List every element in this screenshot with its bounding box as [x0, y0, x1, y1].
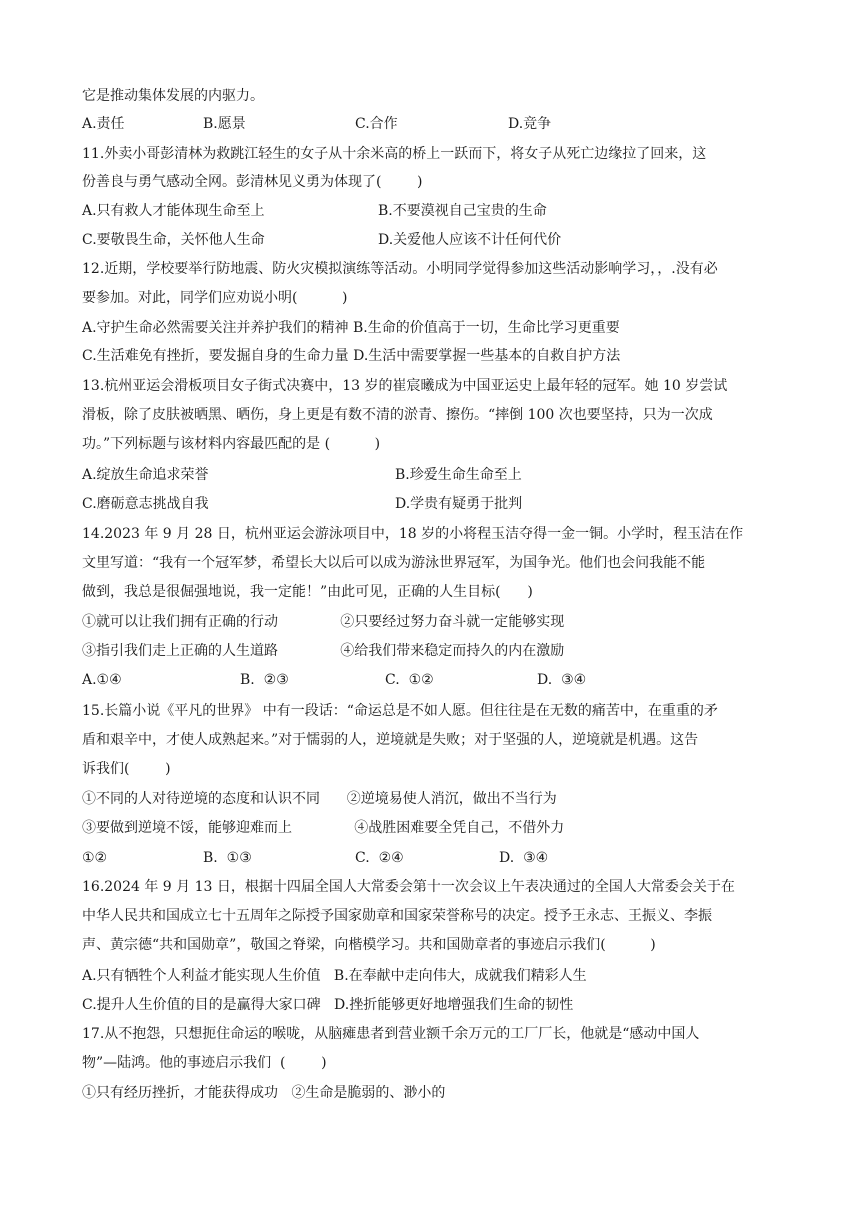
q13-option-d: D.学贵有疑勇于批判 — [395, 496, 523, 512]
question-10-stem-end: 它是推动集体发展的内驱力。 — [82, 88, 264, 104]
q10-option-a: A.责任 — [82, 116, 125, 132]
q11-option-b: B.不要漠视自己宝贵的生命 — [378, 203, 547, 219]
q11-option-d: D.关爱他人应该不计任何代价 — [378, 232, 562, 248]
question-16-stem-1: 16.2024 年 9 月 13 日，根据十四届全国人大常委会第十一次会议上午表决通过的全国人大常委会关于在 — [82, 879, 735, 895]
q10-option-d: D.竞争 — [508, 116, 552, 132]
question-15-stem-1: 15.长篇小说《平凡的世界》 中有一段话：“命运总是不如人愿。但往往是在无数的痛苦中，在重重的矛 — [82, 703, 718, 719]
question-14-stem-3: 做到，我总是很倔强地说，我一定能！”由此可见，正确的人生目标( ) — [82, 584, 533, 600]
question-15-stem-2: 盾和艰辛中，才使人成熟起来。”对于懦弱的人，逆境就是失败；对于坚强的人，逆境就是机遇。这告 — [82, 732, 699, 748]
q10-option-c: C.合作 — [355, 116, 398, 132]
q15-statements-34: ③要做到逆境不馁，能够迎难而上 ④战胜困难要全凭自己，不借外力 — [82, 820, 565, 836]
question-14-stem-1: 14.2023 年 9 月 28 日，杭州亚运会游泳项目中，18 岁的小将程玉洁夺得一金一铜。小学时，程玉洁在作 — [82, 526, 744, 542]
q11-option-a: A.只有救人才能体现生命至上 — [82, 203, 265, 219]
question-16-stem-3: 声、黄宗德“共和国勋章”，敬国之脊梁，向楷模学习。共和国勋章者的事迹启示我们( ) — [82, 937, 656, 953]
q13-option-c: C.磨砺意志挑战自我 — [82, 496, 209, 512]
question-11-stem-1: 11.外卖小哥彭清林为救跳江轻生的女子从十余米高的桥上一跃而下，将女子从死亡边缘拉了回来，这 — [82, 146, 707, 162]
q16-options-ab: A.只有牺牲个人利益才能实现人生价值 B.在奉献中走向伟大，成就我们精彩人生 — [82, 968, 587, 984]
question-13-stem-1: 13.杭州亚运会滑板项目女子街式决赛中，13 岁的崔宸曦成为中国亚运史上最年轻的冠军。她 10 岁尝试 — [82, 378, 728, 394]
question-12-stem-2: 要参加。对此，同学们应劝说小明( ) — [82, 290, 348, 306]
q15-option-d: D. ③④ — [499, 850, 549, 866]
q14-statements-34: ③指引我们走上正确的人生道路 ④给我们带来稳定而持久的内在激励 — [82, 643, 565, 659]
question-17-stem-2: 物”—陆鸿。他的事迹启示我们 ( ) — [82, 1055, 327, 1071]
q13-option-a: A.绽放生命追求荣誉 — [82, 467, 209, 483]
question-11-stem-2: 份善良与勇气感动全网。彭清林见义勇为体现了( ) — [82, 174, 423, 190]
question-15-stem-3: 诉我们( ) — [82, 761, 171, 777]
q14-option-d: D. ③④ — [537, 672, 587, 688]
q12-options-ab: A.守护生命必然需要关注并养护我们的精神 B.生命的价值高于一切，生命比学习更重要 — [82, 320, 620, 336]
q15-option-b: B. ①③ — [203, 850, 252, 866]
q13-option-b: B.珍爱生命生命至上 — [395, 467, 522, 483]
question-14-stem-2: 文里写道：“我有一个冠军梦，希望长大以后可以成为游泳世界冠军，为国争光。他们也会问我能不能 — [82, 555, 706, 571]
q15-statements-12: ①不同的人对待逆境的态度和认识不同 ②逆境易使人消沉，做出不当行为 — [82, 791, 557, 807]
q17-statements-12: ①只有经历挫折，才能获得成功 ②生命是脆弱的、渺小的 — [82, 1085, 446, 1101]
q12-options-cd: C.生活难免有挫折，要发掘自身的生命力量 D.生活中需要掌握一些基本的自救自护方法 — [82, 348, 621, 364]
q14-statements-12: ①就可以让我们拥有正确的行动 ②只要经过努力奋斗就一定能够实现 — [82, 614, 565, 630]
q15-option-c: C. ②④ — [355, 850, 404, 866]
q10-option-b: B.愿景 — [203, 116, 246, 132]
q15-option-a: ①② — [82, 850, 108, 866]
q11-option-c: C.要敬畏生命，关怀他人生命 — [82, 232, 265, 248]
question-12-stem-1: 12.近期，学校要举行防地震、防火灾模拟演练等活动。小明同学觉得参加这些活动影响学习，，.没有必 — [82, 261, 718, 277]
q14-option-c: C. ①② — [385, 672, 434, 688]
question-16-stem-2: 中华人民共和国成立七十五周年之际授予国家勋章和国家荣誉称号的决定。授予王永志、王振义、李振 — [82, 908, 712, 924]
question-13-stem-2: 滑板，除了皮肤被晒黑、晒伤，身上更是有数不清的淤青、擦伤。“摔倒 100 次也要坚持，只为一次成 — [82, 407, 713, 423]
question-13-stem-3: 功。”下列标题与该材料内容最匹配的是 ( ) — [82, 436, 381, 452]
q14-option-b: B. ②③ — [240, 672, 289, 688]
q16-options-cd: C.提升人生价值的目的是赢得大家口碑 D.挫折能够更好地增强我们生命的韧性 — [82, 997, 574, 1013]
question-17-stem-1: 17.从不抱怨，只想扼住命运的喉咙，从脑瘫患者到营业额千余万元的工厂厂长，他就是“感动中国人 — [82, 1026, 700, 1042]
q14-option-a: A.①④ — [82, 672, 122, 688]
